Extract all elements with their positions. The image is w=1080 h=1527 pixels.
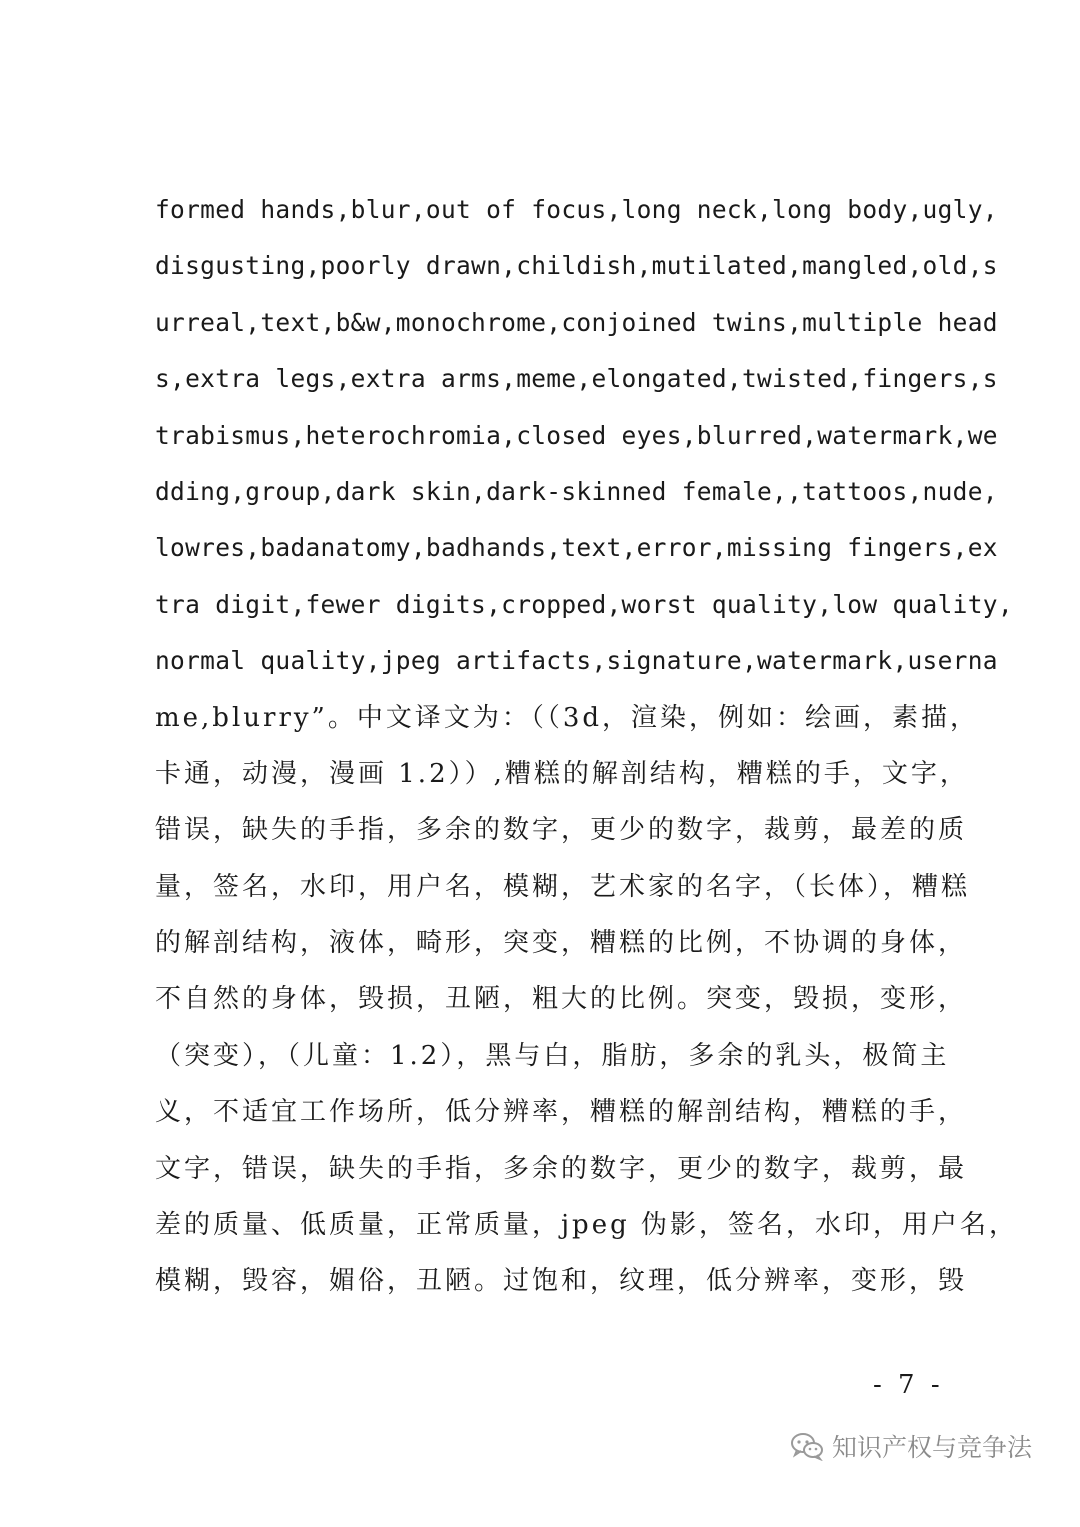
text-line: me,blurry”。中文译文为：（（3d，渲染，例如：绘画，素描， (155, 702, 980, 733)
text-line: 错误，缺失的手指，多余的数字，更少的数字，裁剪，最差的质 (155, 815, 968, 846)
text-line: 模糊，毁容，媚俗，丑陋。过饱和，纹理，低分辨率，变形，毁 (155, 1266, 968, 1297)
text-line: （突变），（儿童：1.2），黑与白，脂肪，多余的乳头，极简主 (155, 1040, 950, 1071)
page-number: - 7 - (873, 1370, 944, 1400)
text-line: urreal,text,b&w,monochrome,conjoined twins,multiple head (155, 307, 998, 337)
text-line: s,extra legs,extra arms,meme,elongated,twisted,fingers,s (155, 364, 998, 394)
text-line: 义，不适宜工作场所，低分辨率，糟糕的解剖结构，糟糕的手， (155, 1097, 968, 1128)
watermark (790, 1428, 1032, 1464)
text-line: 卡通，动漫，漫画 1.2））,糟糕的解剖结构，糟糕的手，文字， (155, 758, 969, 789)
text-line: lowres,badanatomy,badhands,text,error,missing fingers,ex (155, 533, 998, 563)
text-line: trabismus,heterochromia,closed eyes,blurred,watermark,we (155, 420, 998, 450)
text-line: 差的质量、低质量，正常质量，jpeg 伪影，签名，水印，用户名， (155, 1210, 1019, 1241)
text-line: dding,group,dark skin,dark-skinned female,,tattoos,nude, (155, 476, 998, 506)
document-body (155, 182, 1019, 1310)
text-line: normal quality,jpeg artifacts,signature,watermark,userna (155, 646, 998, 676)
wechat-icon (790, 1431, 824, 1461)
text-line: 文字，错误，缺失的手指，多余的数字，更少的数字，裁剪，最 (155, 1153, 968, 1184)
watermark-label: 知识产权与竞争法 (832, 1433, 1033, 1462)
text-line: 的解剖结构，液体，畸形，突变，糟糕的比例，不协调的身体， (155, 928, 968, 959)
text-line: disgusting,poorly drawn,childish,mutilated,mangled,old,s (155, 251, 998, 281)
text-line: 量，签名，水印，用户名，模糊，艺术家的名字，（长体），糟糕 (155, 871, 971, 902)
text-line: 不自然的身体，毁损，丑陋，粗大的比例。突变，毁损，变形， (155, 984, 968, 1015)
text-line: formed hands,blur,out of focus,long neck,long body,ugly, (155, 195, 998, 224)
text-line: tra digit,fewer digits,cropped,worst quality,low quality, (155, 589, 1013, 619)
